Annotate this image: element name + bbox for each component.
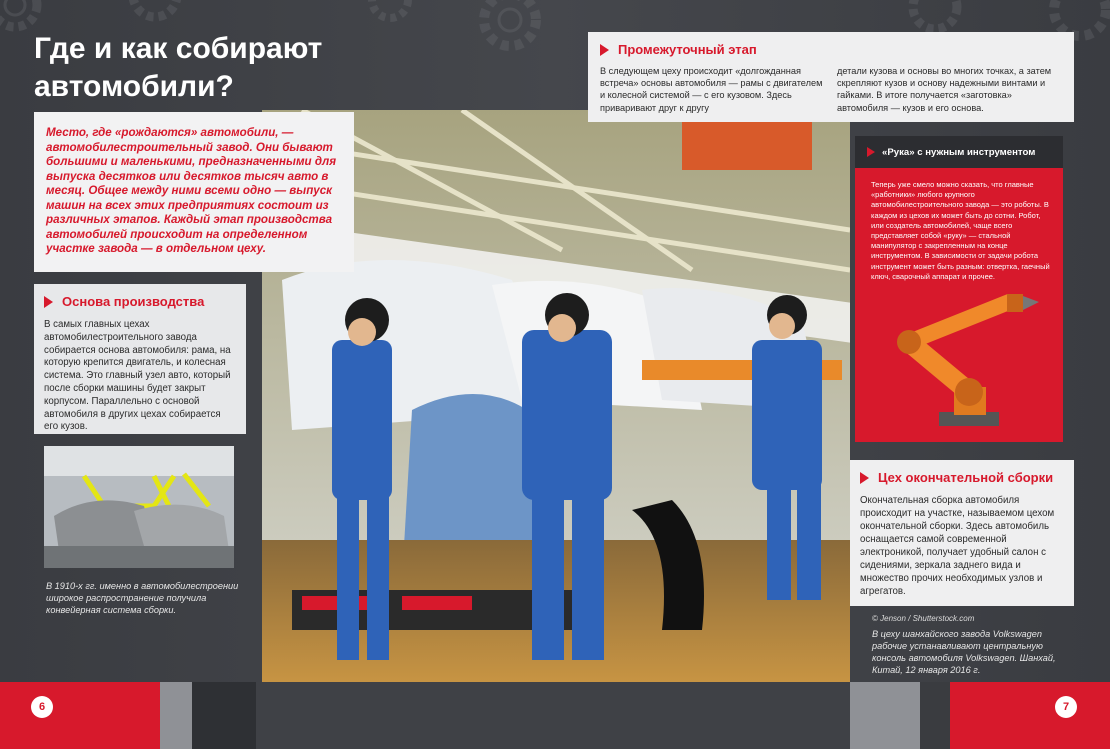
section-base-heading <box>44 294 236 309</box>
left-photo-caption: В 1910-х гг. именно в автомобилестроении широкое распространение получила конвейерная система сборки. <box>46 581 239 615</box>
page-footer <box>0 682 1110 749</box>
section-final-heading-text: Цех окончательной сборки <box>878 470 1054 485</box>
play-triangle-icon <box>860 472 869 484</box>
intro-box <box>34 112 354 272</box>
gear-icon <box>120 0 190 30</box>
section-base <box>34 284 246 434</box>
section-base-text: В самых главных цехах автомобилестроительного завода собирается основа автомобиля: рама, на которую крепится двигатель, и колесная система. Это главный узел авто, который после сборки машины будет закрыт корпусом. Параллельно с основой автомобиля в других цехах собирается его кузов. <box>44 319 231 433</box>
page-number-right: 7 <box>1055 696 1077 718</box>
section-arm-heading-text: «Рука» с нужным инструментом <box>882 146 1036 158</box>
section-arm-heading <box>855 136 1063 168</box>
assembly-line-photo <box>44 446 234 568</box>
play-triangle-icon <box>600 44 609 56</box>
intro-text: Место, где «рождаются» автомобили, — автомобилестроительный завод. Они бывают большими и маленькими, предназначенными для выпуска десятков или десятков тысяч авто в месяц. Общее между ними всеми одно — выпуск машин на всех этих предприятиях состоит из различных этапов. Каждый этап производства автомобилей происходит на определенном участке завода — в отдельном цеху. <box>46 126 337 255</box>
section-intermediate-heading <box>600 42 1062 57</box>
gear-icon <box>470 0 550 60</box>
section-final-text: Окончательная сборка автомобиля происходит на участке, называемом цехом окончательной сборки. Здесь автомобиль оснащается самой современной электроникой, получает удобный салон с сидениями, зеркала заднего вида и множество прочих необходимых узлов и агрегатов. <box>860 495 1055 597</box>
section-final-assembly <box>850 460 1074 606</box>
play-triangle-icon <box>867 147 875 157</box>
section-arm-text: Теперь уже смело можно сказать, что главные «работники» любого крупного автомобилестроительного завода — это роботы. В каждом из цехов их может быть до сотни. Робот, или создатель автомобилей, чаще всего представляет собой «руку» — стальной манипулятор с закрепленным на конце инструментом. В зависимости от задачи робота инструмент может быть разным: отвертка, гаечный ключ, сварочный аппарат и прочее. <box>871 180 1050 281</box>
photo-credit: © Jenson / Shutterstock.com <box>872 614 975 623</box>
section-final-heading <box>860 470 1064 486</box>
section-intermediate-text-col1: В следующем цеху происходит «долгожданная встреча» основы автомобиля — рамы с двигателем и колесной системой — с его кузовом. Здесь приваривают друг к другу <box>600 66 823 113</box>
section-robot-arm <box>855 136 1063 442</box>
main-photo-caption: В цеху шанхайского завода Volkswagen рабочие устанавливают центральную консоль автомобиля Volkswagen. Шанхай, Китай, 12 января 2016 г. <box>872 629 1056 675</box>
robot-arm-illustration <box>869 282 1055 432</box>
section-intermediate-text-col2: детали кузова и основы во многих точках, а затем скрепляют кузов и основу надежными винтами и гайками. В итоге получается «заготовка» автомобиля — кузов и его основа. <box>837 66 1052 113</box>
page-title: Где и как собирают автомобили? <box>34 32 323 103</box>
section-base-heading-text: Основа производства <box>62 294 205 309</box>
section-intermediate-heading-text: Промежуточный этап <box>618 42 757 57</box>
play-triangle-icon <box>44 296 53 308</box>
page-number-left: 6 <box>31 696 53 718</box>
gear-icon <box>360 0 420 30</box>
section-intermediate <box>588 32 1074 122</box>
